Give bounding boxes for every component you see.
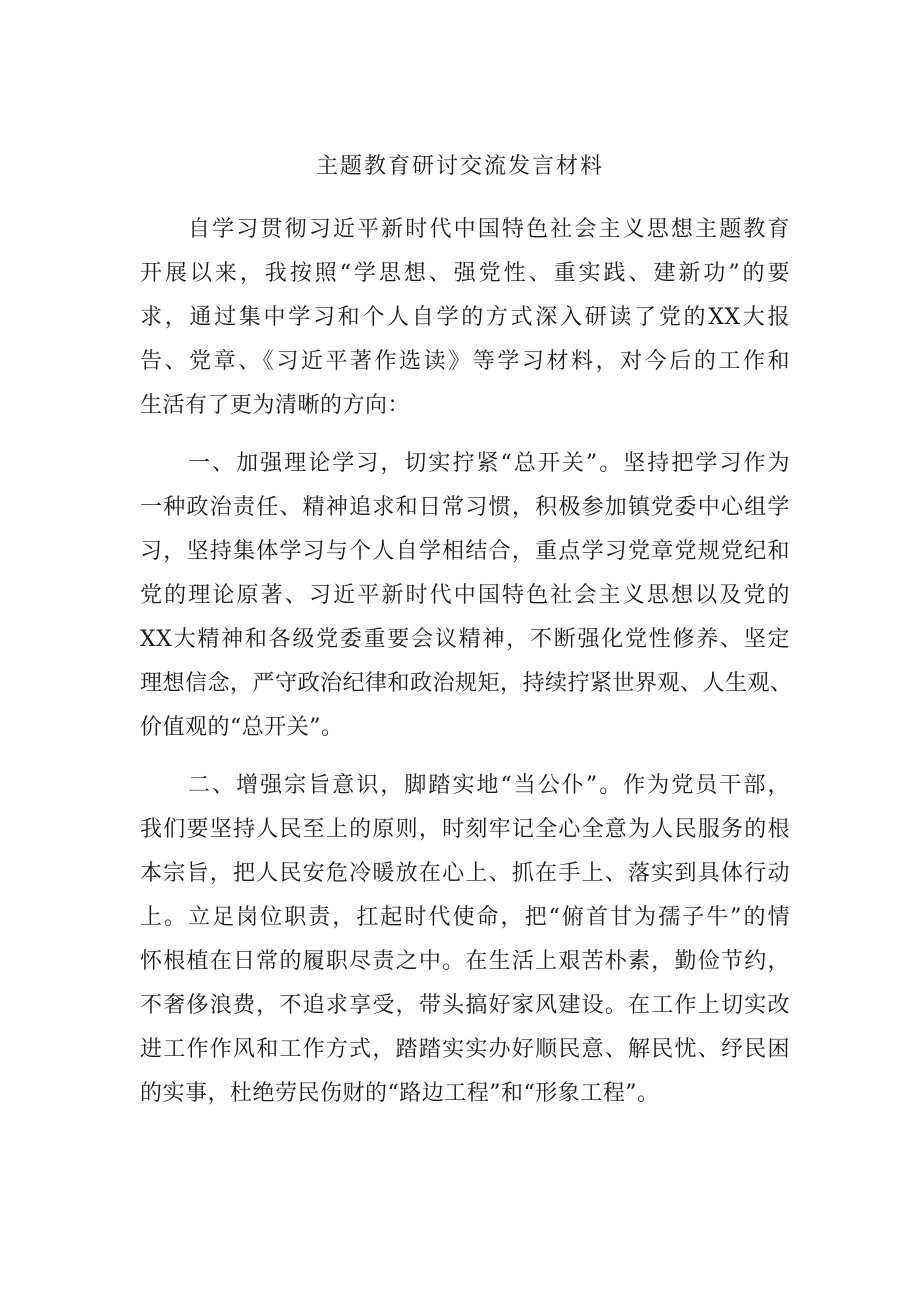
paragraph-1 (140, 208, 790, 428)
text-line: 党的理论原著、习近平新时代中国特色社会主义思想以及党的 (140, 583, 790, 608)
text-line: 怀根植在日常的履职尽责之中。在生活上艰苦朴素，勤俭节约， (140, 949, 790, 974)
text-line: 一、加强理论学习，切实拧紧“总开关”。坚持把学习作为 (188, 451, 790, 476)
text-line: 生活有了更为清晰的方向： (140, 393, 411, 418)
text-line: 进工作作风和工作方式，踏踏实实办好顺民意、解民忧、纾民困 (140, 1037, 790, 1062)
text-line: 的实事，杜绝劳民伤财的“路边工程”和“形象工程”。 (140, 1081, 660, 1106)
paragraph-2 (140, 442, 793, 750)
text-line: 二、增强宗旨意识，脚踏实地“当公仆”。作为党员干部， (188, 773, 790, 798)
text-line: 开展以来，我按照“学思想、强党性、重实践、建新功”的要 (140, 261, 790, 286)
document-title: 主题教育研讨交流发言材料 (315, 154, 604, 179)
text-line: 不奢侈浪费，不追求享受，带头搞好家风建设。在工作上切实改 (140, 993, 790, 1018)
document-body (140, 208, 793, 1116)
paragraph-3 (140, 764, 790, 1116)
text-line: XX大精神和各级党委重要会议精神，不断强化党性修养、坚定 (140, 627, 790, 652)
text-line: 理想信念，严守政治纪律和政治规矩，持续拧紧世界观、人生观、 (140, 671, 793, 696)
text-line: 告、党章、《习近平著作选读》等学习材料，对今后的工作和 (140, 349, 790, 374)
text-line: 习，坚持集体学习与个人自学相结合，重点学习党章党规党纪和 (140, 539, 790, 564)
text-line: 自学习贯彻习近平新时代中国特色社会主义思想主题教育 (188, 217, 790, 242)
text-line: 求，通过集中学习和个人自学的方式深入研读了党的XX大报 (140, 305, 790, 330)
text-line: 价值观的“总开关”。 (140, 715, 344, 740)
text-line: 我们要坚持人民至上的原则，时刻牢记全心全意为人民服务的根 (140, 817, 790, 842)
text-line: 上。立足岗位职责，扛起时代使命，把“俯首甘为孺子牛”的情 (140, 905, 790, 930)
text-line: 一种政治责任、精神追求和日常习惯，积极参加镇党委中心组学 (140, 495, 790, 520)
text-line: 本宗旨，把人民安危冷暖放在心上、抓在手上、落实到具体行动 (140, 861, 790, 886)
